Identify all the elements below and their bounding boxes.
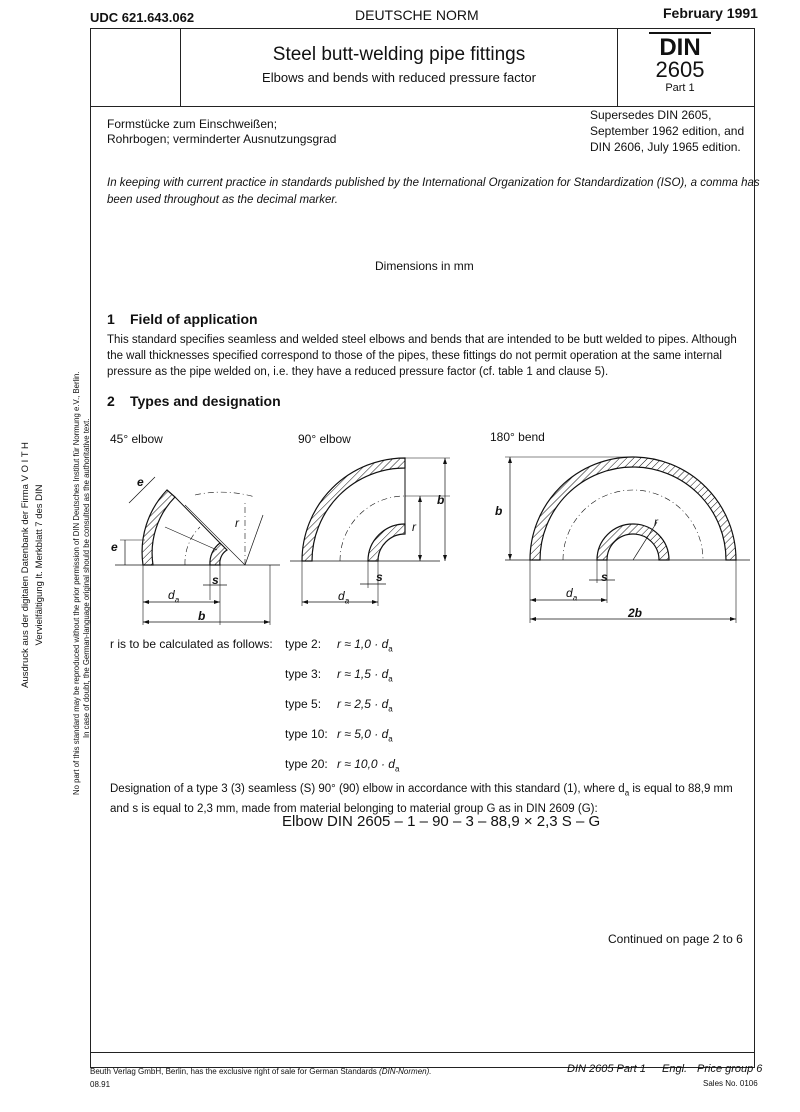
label-da-45: $d_a$ [168,588,180,605]
margin-copy-note: Vervielfältigung lt. Merkblatt 7 des DIN [34,484,45,646]
part-number: Part 1 [665,82,695,94]
authoritative-text-note: In case of doubt, the German-language original should be consulted as the authoritative text. [82,418,91,738]
document-title: Steel butt-welding pipe fittings [272,44,526,65]
sales-number: Sales No. 0106 [703,1079,758,1088]
label-s-45: s [212,573,219,587]
label-da-90: $d_a$ [338,589,350,606]
calc-table [285,637,399,787]
svg-text:DIN: DIN [659,34,701,58]
publisher-note: Beuth Verlag GmbH, Berlin, has the exclusive right of sale for German Standards (DIN-Normen). [90,1067,432,1076]
section-2-heading: Types and designation [130,393,281,409]
margin-print-note: Ausdruck aus der digitalen Datenbank der Firma V O I T H [20,442,31,688]
designation-line: and s is equal to 2,3 mm, made from material belonging to material group G as in DIN 2609 (G): [110,803,598,816]
label-r-45: r [235,516,239,530]
label-b-90: b [437,493,445,507]
footer-top-rule [90,1052,755,1053]
german-title-line: Rohrbogen; verminderter Ausnutzungsgrad [107,132,337,146]
calc-row: type 2: $r \approx 1,0 \cdot d_a$ [285,637,393,654]
print-code: 08.91 [90,1080,111,1089]
section-1-body [107,332,737,380]
udc-number: UDC 621.643.062 [90,10,195,25]
calc-intro: r is to be calculated as follows: [110,637,273,651]
issue-date: February 1991 [663,5,758,21]
label-e-top: e [137,475,144,489]
figure-label-180: 180° bend [490,430,545,444]
bend-180-figure [495,448,755,628]
calc-row: type 10: $r \approx 5,0 \cdot d_a$ [285,727,393,744]
label-s-90: s [376,570,383,584]
copyright-notice: No part of this standard may be reproduced without the prior permission of DIN Deutsches Institut für Normung e.V., Berlin. [72,371,81,795]
figure-label-45: 45° elbow [110,432,163,446]
title-divider-right [617,28,618,106]
decimal-note-line: been used throughout as the decimal marker. [107,194,338,206]
section-1-line: the wall thicknesses specified correspond to those of the pipes, these fittings do not permit operation at the same internal [107,350,722,362]
german-title [107,117,336,147]
elbow-45-figure [105,455,280,635]
document-subtitle: Elbows and bends with reduced pressure factor [262,70,536,85]
elbow-90-figure [290,448,460,608]
footer-lang: Engl. [662,1063,688,1075]
continued-note: Continued on page 2 to 6 [608,932,743,946]
label-b-45: b [198,609,206,623]
label-r-180: r [654,515,658,529]
norm-label: DEUTSCHE NORM [355,7,479,23]
label-da-180: $d_a$ [566,586,578,603]
label-s-180: s [601,570,608,584]
section-1-heading: Field of application [130,311,258,327]
supersedes-line: Supersedes DIN 2605, [590,108,712,122]
section-1-line: pressure as the pipe welded on, i.e. they have a reduced pressure factor (cf. table 1 and clause 5). [107,366,609,378]
supersedes-line: September 1962 edition, and [590,124,745,138]
footer-ref: DIN 2605 Part 1 [567,1063,646,1075]
supersedes-note [590,107,744,155]
standard-number: 2605 [655,57,705,82]
figure-label-90: 90° elbow [298,432,351,446]
section-2-number: 2 [107,393,115,409]
label-2b-180: 2b [628,606,643,620]
decimal-note-line: In keeping with current practice in standards published by the International Organization for Standardization (ISO), a comma has [107,177,760,189]
label-b-180: b [495,504,503,518]
din-logo [645,30,715,56]
calc-row: type 20: $r \approx 10,0 \cdot d_a$ [285,757,400,774]
supersedes-line: DIN 2606, July 1965 edition. [590,140,741,154]
designation-line: Designation of a type 3 (3) seamless (S) 90° (90) elbow in accordance with this standard (1), where $d_a$ is equal to 88,9 mm [110,783,733,798]
dimensions-note: Dimensions in mm [375,259,474,273]
section-1-number: 1 [107,311,115,327]
calc-row: type 3: $r \approx 1,5 \cdot d_a$ [285,667,393,684]
decimal-marker-note [107,175,760,209]
section-1-line: This standard specifies seamless and welded steel elbows and bends that are intended to be butt welded to pipes. Although [107,334,737,346]
footer-price: Price group 6 [697,1063,763,1075]
designation-example: Elbow DIN 2605 – 1 – 90 – 3 – 88,9 × 2,3 S – G [282,813,601,830]
title-divider-left [180,28,181,106]
designation-text [110,781,733,817]
german-title-line: Formstücke zum Einschweißen; [107,117,278,131]
calc-row: type 5: $r \approx 2,5 \cdot d_a$ [285,697,393,714]
label-r-90: r [412,520,416,534]
label-e-side: e [111,540,118,554]
